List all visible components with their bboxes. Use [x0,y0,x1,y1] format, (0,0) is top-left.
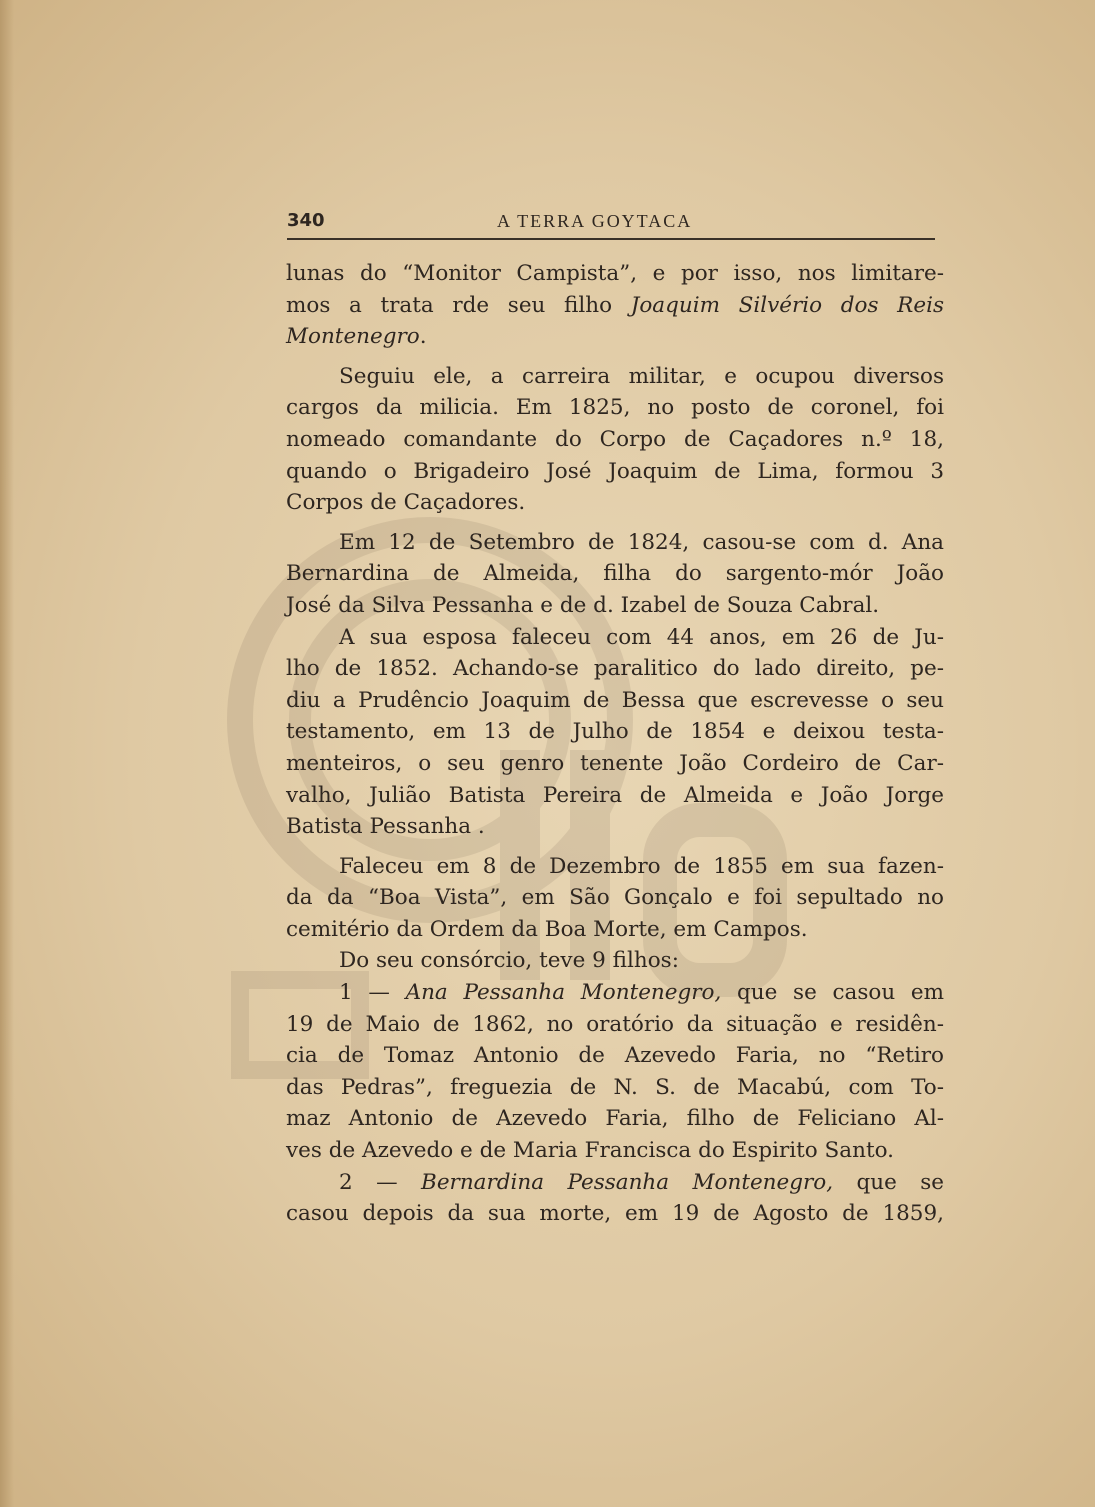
italic-name: Ana Pessanha Montenegro, [405,980,722,1006]
page-edge-shadow [0,0,14,1507]
text-line: Batista Pessanha . [286,814,485,840]
text-line: diu a Prudêncio Joaquim de Bessa que escrevesse o seu [286,687,944,713]
text-line: 1 — Ana Pessanha Montenegro, que se casou em [339,980,944,1006]
text-line: quando o Brigadeiro José Joaquim de Lima, formou 3 [286,458,944,484]
text-line: testamento, em 13 de Julho de 1854 e deixou testa- [286,719,944,745]
text-line: da da “Boa Vista”, em São Gonçalo e foi sepultado no [286,885,944,911]
text-line: mos a trata rde seu filho Joaquim Silvério dos Reis [286,292,944,318]
text-line: Bernardina de Almeida, filha do sargento-mór João [286,561,944,587]
text-line: nomeado comandante do Corpo de Caçadores n.º 18, [286,426,944,452]
text-line: lho de 1852. Achando-se paralitico do lado direito, pe- [286,656,944,682]
text-line: Corpos de Caçadores. [286,490,526,516]
page-number: 340 [287,210,325,231]
text-line: 19 de Maio de 1862, no oratório da situação e residên- [286,1011,944,1037]
text-line: menteiros, o seu genro tenente João Cordeiro de Car- [286,750,944,776]
italic-name: Montenegro [286,324,420,350]
text-line: cemitério da Ordem da Boa Morte, em Campos. [286,916,808,942]
italic-name: Joaquim Silvério dos Reis [630,292,944,318]
text-line: A sua esposa faleceu com 44 anos, em 26 de Ju- [339,624,944,650]
italic-name: Bernardina Pessanha Montenegro, [421,1169,834,1195]
text-line: ves de Azevedo e de Maria Francisca do Espirito Santo. [286,1138,894,1164]
text-line: casou depois da sua morte, em 19 de Agosto de 1859, [286,1201,944,1227]
text-line: das Pedras”, freguezia de N. S. de Macabú, com To- [286,1074,944,1100]
text-line: José da Silva Pessanha e de d. Izabel de Souza Cabral. [286,592,880,618]
text-line: 2 — Bernardina Pessanha Montenegro, que se [339,1169,944,1195]
text-line: Faleceu em 8 de Dezembro de 1855 em sua fazen- [339,853,944,879]
text-line: valho, Julião Batista Pereira de Almeida e João Jorge [286,782,944,808]
text-line: cia de Tomaz Antonio de Azevedo Faria, no “Retiro [286,1043,944,1069]
text-line: Em 12 de Setembro de 1824, casou-se com d. Ana [339,529,944,555]
text-line: lunas do “Monitor Campista”, e por isso, nos limitare- [286,261,944,286]
running-title: A TERRA GOYTACA [497,211,693,231]
page-header [287,208,935,240]
text-line: Montenegro. [286,324,427,350]
text-line: Do seu consórcio, teve 9 filhos: [339,948,679,974]
text-line: Seguiu ele, a carreira militar, e ocupou diversos [339,363,944,389]
body-text [286,258,944,1230]
text-line: cargos da milicia. Em 1825, no posto de coronel, foi [286,395,944,421]
text-line: maz Antonio de Azevedo Faria, filho de Feliciano Al- [286,1106,944,1132]
